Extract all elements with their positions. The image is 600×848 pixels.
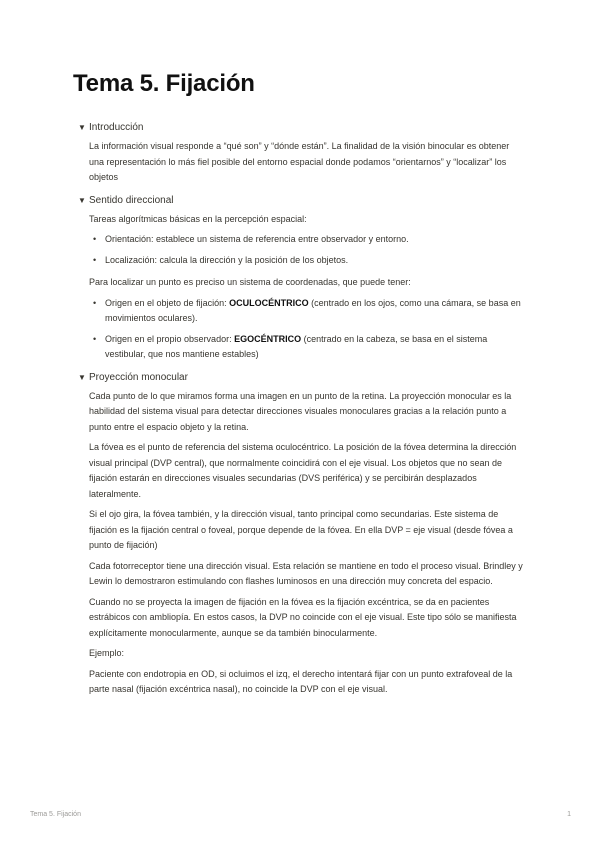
page-title: Tema 5. Fijación — [73, 70, 255, 97]
bold-term: OCULOCÉNTRICO — [229, 297, 309, 308]
bullet-icon: • — [93, 333, 97, 344]
toggle-triangle-icon[interactable]: ▼ — [78, 123, 86, 132]
bullet-icon: • — [93, 297, 97, 308]
paragraph: Si el ojo gira, la fóvea también, y la dirección visual, tanto principal como secundarias. Este sistema de fijación es la fijación central o foveal, porque depende de la fóvea. En ella DVP = eje visual (desde fóvea a punto de fijación) — [89, 509, 513, 550]
bullet-icon: • — [93, 234, 97, 244]
toggle-sentido-direccional — [78, 194, 524, 363]
bullet-list — [89, 232, 524, 268]
paragraph: Cada fotorreceptor tiene una dirección visual. Esta relación se mantiene en todo el proceso visual. Brindley y Lewin lo demostraron estimulando con flashes luminosos en una dirección muy concreta del espacio. — [89, 560, 523, 586]
paragraph: La fóvea es el punto de referencia del sistema oculocéntrico. La posición de la fóvea determina la dirección visual principal (DVP central), que normalmente coincidirá con el eje visual. Los objetos que no sean de fijación estarán en direcciones visuales secundarias (DVS periférica) y se percibirán desplazados lateralmente. — [89, 442, 517, 499]
paragraph: Cuando no se proyecta la imagen de fijación en la fóvea es la fijación excéntrica, se da en pacientes estrábicos con ambliopía. En estos casos, la DVP no coincide con el eje visual. Este tipo sólo se manifiesta explícitamente monocularmente, aunque se da también binocularmente. — [89, 596, 517, 638]
paragraph: Tareas algorítmicas básicas en la percepción espacial: — [89, 213, 307, 224]
toggle-body — [78, 139, 524, 186]
toggle-header[interactable] — [78, 194, 524, 208]
paragraph: Ejemplo: — [89, 648, 125, 658]
bullet-icon: • — [93, 254, 97, 265]
list-item: • Localización: calcula la dirección y la posición de los objetos. — [89, 253, 524, 269]
list-item: • Orientación: establece un sistema de referencia entre observador y entorno. — [89, 232, 524, 248]
toggle-header[interactable] — [78, 371, 524, 385]
bold-term: EGOCÉNTRICO — [234, 333, 302, 344]
toggle-body — [78, 212, 524, 363]
toggle-triangle-icon[interactable]: ▼ — [78, 195, 86, 205]
list-item: • Origen en el objeto de fijación: OCULOCÉNTRICO (centrado en los ojos, como una cámara, se basa en movimientos oculares). — [93, 297, 521, 323]
bullet-list — [89, 296, 524, 363]
list-item: • Origen en el propio observador: EGOCÉNTRICO (centrado en la cabeza, se basa en el sistema vestibular, que nos mantiene estables) — [93, 333, 488, 359]
page-content — [78, 121, 524, 706]
footer-page-number: 1 — [567, 811, 571, 818]
paragraph: Cada punto de lo que miramos forma una imagen en un punto de la retina. La proyección monocular es la habilidad del sistema visual para detectar direcciones visuales monoculares gracias a la relación punto a punto entre el espacio objeto y la retina. — [89, 390, 512, 432]
toggle-heading[interactable]: Introducción — [89, 122, 144, 133]
footer-title: Tema 5. Fijación — [30, 811, 81, 818]
toggle-heading[interactable]: Sentido direccional — [89, 194, 174, 206]
toggle-introduccion — [78, 121, 524, 186]
toggle-proyeccion-monocular — [78, 371, 524, 698]
toggle-body — [78, 389, 524, 698]
toggle-triangle-icon[interactable]: ▼ — [78, 372, 86, 382]
paragraph: Para localizar un punto es preciso un sistema de coordenadas, que puede tener: — [89, 277, 411, 287]
toggle-heading[interactable]: Proyección monocular — [89, 371, 188, 383]
toggle-header[interactable] — [78, 121, 524, 135]
paragraph: Paciente con endotropia en OD, si ocluimos el izq, el derecho intentará fijar con un punto extrafoveal de la parte nasal (fijación excéntrica nasal), no coincide la DVP con el eje visual. — [89, 668, 513, 694]
paragraph: La información visual responde a “qué son” y “dónde están”. La finalidad de la visión binocular es obtener una representación lo más fiel posible del entorno espacial donde podamos “orientarnos” y “localizar” los objetos — [89, 141, 510, 182]
